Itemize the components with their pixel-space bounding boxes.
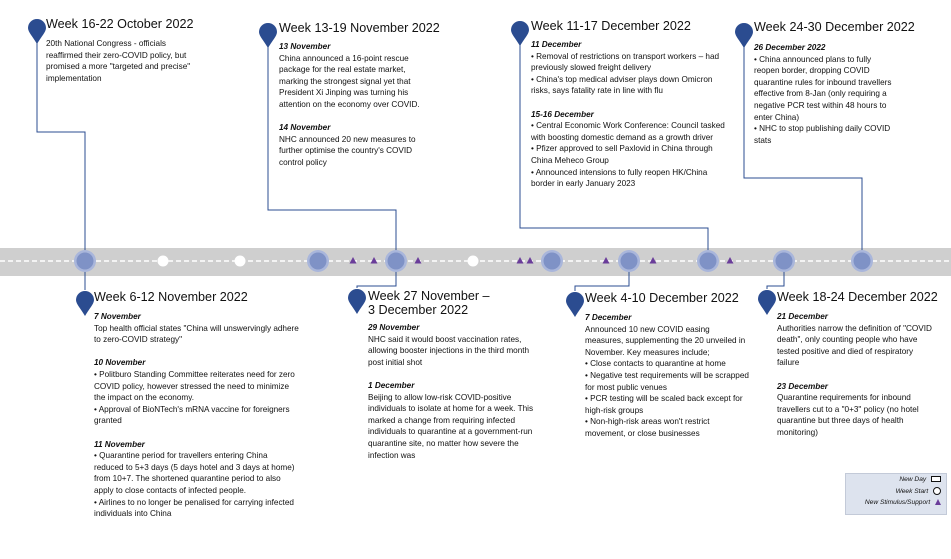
map-pin-icon — [28, 19, 46, 44]
entry-date: 23 December — [777, 381, 828, 391]
new-day-marker — [158, 256, 169, 267]
week-marker — [854, 253, 871, 270]
entry-title: Week 6-12 November 2022 — [94, 290, 248, 304]
entry-text: • China's top medical adviser plays down Omicron risks, says fatality rate in line with flu — [531, 74, 713, 96]
entry-body — [46, 38, 196, 84]
entry-date: 29 November — [368, 323, 420, 332]
circle-icon — [933, 487, 941, 495]
entry-text: China announced a 16-point rescue package for the real estate market, marking the strongest signal yet that President Xi Jinping was turning his attention on the economy over COVID. — [279, 53, 420, 109]
entry-text: Quarantine requirements for inbound travellers cut to a "0+3" policy (no hotel quarantine but three days of health monitoring) — [777, 393, 919, 437]
entry-bullet: • PCR testing will be scaled back except for high-risk groups — [585, 394, 743, 415]
entry-text: • Airlines to no longer be penalised for carrying infected individuals into China — [94, 497, 294, 519]
entry-text: • Pfizer approved to sell Paxlovid in China through China Meheco Group — [531, 144, 713, 165]
entry-date: 11 December — [531, 40, 582, 49]
entry-body — [754, 42, 896, 146]
week-marker — [388, 253, 405, 270]
map-pin-icon — [735, 23, 753, 48]
entry-text: • Quarantine period for travellers entering China reduced to 5+3 days (5 days hotel and 3 days at home) from 10+7. The shortened quarantine period to also apply to close contacts of infected people. — [94, 451, 295, 495]
entry-text: Top health official states "China will unswervingly adhere to zero-COVID strategy" — [94, 323, 299, 345]
new-day-marker — [235, 256, 246, 267]
entry-body — [94, 311, 299, 520]
entry-title: Week 13-19 November 2022 — [279, 21, 440, 35]
entry-date: 11 November — [94, 439, 145, 449]
entry-body — [585, 312, 750, 440]
entry-bullet: • Negative test requirements will be scrapped for most public venues — [585, 370, 749, 392]
spacer — [777, 369, 937, 381]
entry-text: Beijing to allow low-risk COVID-positive individuals to isolate at home for a week. This marked a change from requiring infected individuals to quarantine at a government-run quarantine site, no matter how severe the infection was — [368, 392, 534, 460]
legend — [845, 473, 947, 515]
map-pin-icon — [566, 292, 584, 317]
entry-text: • NHC to stop publishing daily COVID stats — [754, 124, 891, 145]
entry-date: 15-16 December — [531, 109, 594, 119]
spacer — [279, 111, 429, 123]
entry-text: • Central Economic Work Conference: Council tasked with boosting domestic demand as a growth driver — [531, 121, 725, 142]
legend-label: New Stimulus/Support — [864, 499, 931, 507]
entry-text: NHC said it would boost vaccination rates, allowing booster injections in the third month post initial shot — [368, 334, 530, 367]
entry-title: Week 27 November – 3 December 2022 — [368, 289, 490, 317]
week-marker — [77, 253, 94, 270]
entry-body — [279, 41, 429, 169]
entry-bullet: • Non-high-risk areas won't restrict movement, or close businesses — [585, 417, 710, 438]
entry-title: Week 24-30 December 2022 — [754, 20, 915, 34]
week-marker — [776, 253, 793, 270]
new-day-marker — [468, 256, 479, 267]
entry-text: • Announced intensions to fully reopen HK/China border in early January 2023 — [531, 167, 708, 189]
spacer — [368, 368, 538, 380]
entry-date: 7 November — [94, 312, 141, 321]
map-pin-icon — [348, 289, 366, 314]
entry-text: Announced 10 new COVID easing measures, supplementing the 20 unveiled in November. Key measures include; — [585, 324, 746, 357]
entry-bullet: • Close contacts to quarantine at home — [585, 359, 726, 369]
entry-date: 1 December — [368, 380, 415, 390]
entry-text: • Removal of restrictions on transport workers – had previously slowed freight delivery — [531, 51, 720, 73]
spacer — [531, 97, 729, 109]
entry-date: 26 December 2022 — [754, 43, 826, 52]
legend-item-new-day — [846, 474, 946, 486]
entry-title: Week 11-17 December 2022 — [531, 19, 691, 33]
legend-item-week-start — [846, 486, 946, 498]
entry-body — [777, 311, 937, 439]
spacer — [94, 346, 299, 358]
map-pin-icon — [76, 291, 94, 316]
entry-body — [368, 322, 538, 461]
entry-text: Authorities narrow the definition of "COVID death", only counting people who have tested positive and died of respiratory failure — [777, 323, 932, 368]
entry-title: Week 4-10 December 2022 — [585, 291, 739, 305]
entry-text: 20th National Congress - officials reaffirmed their zero-COVID policy, but promised a more "targeted and precise" implementation — [46, 39, 191, 83]
entry-date: 14 November — [279, 123, 331, 133]
week-marker — [544, 253, 561, 270]
entry-date: 10 November — [94, 358, 146, 368]
week-marker — [310, 253, 327, 270]
map-pin-icon — [259, 23, 277, 48]
map-pin-icon — [758, 290, 776, 315]
week-marker — [621, 253, 638, 270]
entry-date: 7 December — [585, 313, 632, 322]
entry-text: • China announced plans to fully reopen border, dropping COVID quarantine rules for inbound travellers effective from 8-Jan (only requiring a negative PCR test within 48 hours to enter China) — [754, 54, 892, 122]
entry-title: Week 18-24 December 2022 — [777, 290, 938, 304]
map-pin-icon — [511, 21, 529, 46]
entry-date: 21 December — [777, 312, 828, 321]
entry-date: 13 November — [279, 42, 331, 51]
entry-title: Week 16-22 October 2022 — [46, 17, 194, 31]
entry-text: • Politburo Standing Committee reiterates need for zero COVID policy, however stressed the need to minimize the impact on the economy. — [94, 369, 295, 403]
spacer — [94, 427, 299, 439]
legend-item-stimulus — [846, 497, 946, 509]
legend-label: Week Start — [895, 487, 929, 495]
entry-body — [531, 39, 729, 190]
triangle-icon — [935, 499, 941, 505]
week-marker — [700, 253, 717, 270]
legend-label: New Day — [899, 476, 927, 483]
entry-text: NHC announced 20 new measures to further optimise the country's COVID control policy — [279, 134, 416, 167]
new-day-icon — [931, 476, 941, 482]
entry-text: • Approval of BioNTech's mRNA vaccine for foreigners granted — [94, 404, 290, 426]
